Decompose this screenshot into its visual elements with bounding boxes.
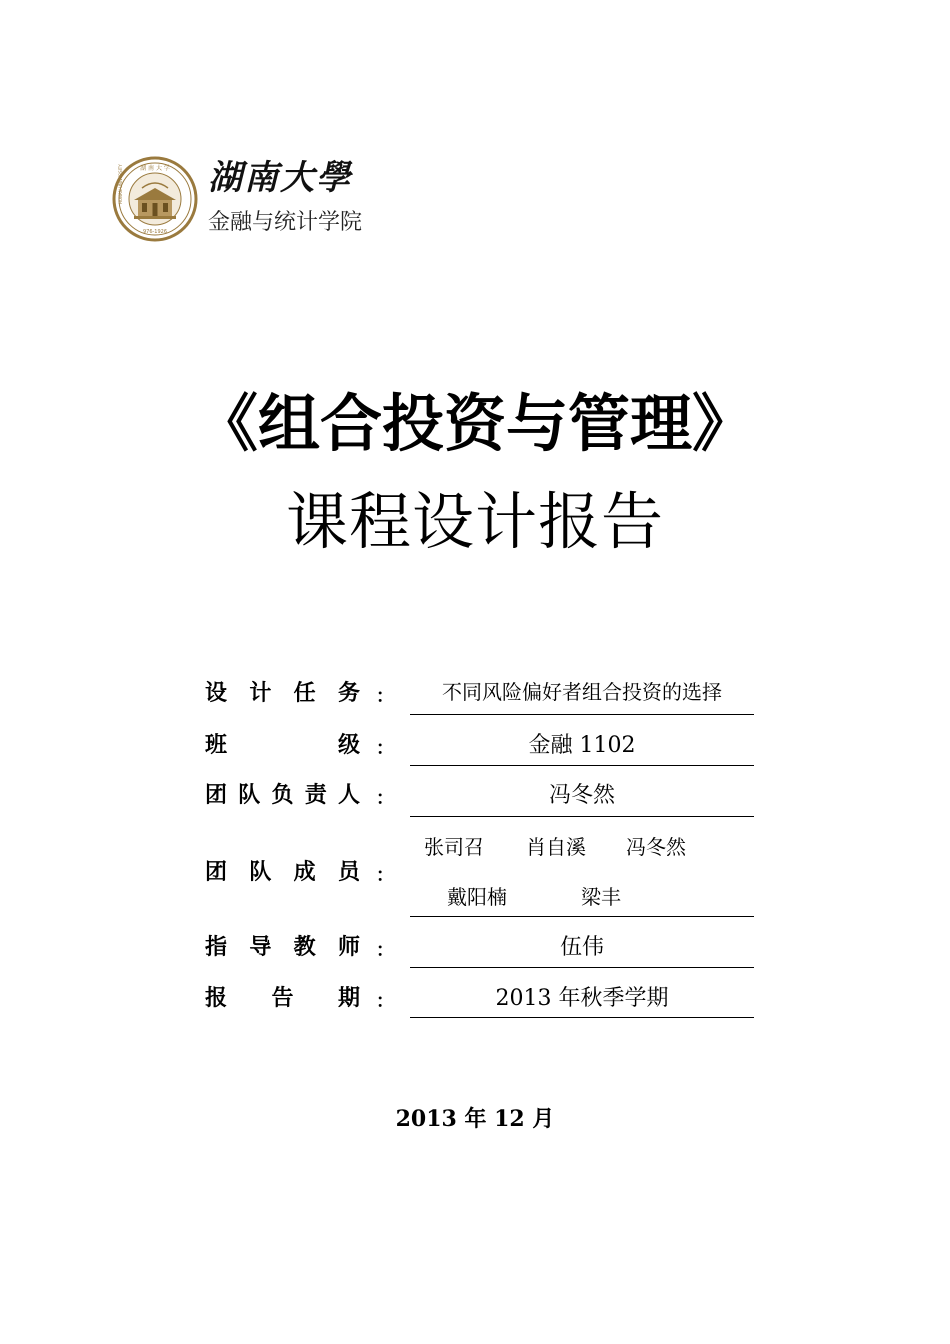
leader-underline: [410, 816, 754, 817]
seal-text-top: 湖 南 大 学: [140, 165, 170, 172]
member-name: 冯冬然: [626, 835, 686, 859]
advisor-label: 指 导 教 师: [205, 935, 360, 960]
period-underline: [410, 1017, 754, 1018]
members-label: 团 队 成 员: [205, 860, 360, 885]
seal-year: 976-1926: [142, 229, 168, 235]
leader-value: 冯冬然: [548, 783, 615, 808]
task-label: 设 计 任 务: [205, 681, 360, 706]
task-colon: ：: [376, 686, 394, 707]
period-value: 2013 年秋季学期: [495, 986, 669, 1011]
class-colon: ：: [376, 738, 394, 759]
member-name: 张司召: [424, 835, 484, 859]
task-value: 不同风险偏好者组合投资的选择: [442, 680, 722, 704]
advisor-colon: ：: [376, 940, 394, 961]
university-seal-logo: [112, 156, 198, 242]
class-underline: [410, 765, 754, 766]
school-name: 金融与统计学院: [208, 210, 363, 235]
member-name: 肖自溪: [526, 835, 586, 859]
report-date: 2013 年 12 月: [395, 1106, 555, 1132]
leader-colon: ：: [376, 788, 394, 809]
members-colon: ：: [376, 865, 394, 886]
report-title-course: 《组合投资与管理》: [195, 387, 754, 460]
class-label: 班 级: [205, 733, 360, 758]
period-label: 报 告 期: [205, 986, 360, 1011]
members-underline: [410, 916, 754, 917]
advisor-underline: [410, 967, 754, 968]
seal-text-bottom: HUNAN UNIVERSITY: [118, 164, 123, 204]
advisor-value: 伍伟: [559, 935, 604, 960]
member-name: 梁丰: [581, 885, 621, 909]
leader-label: 团 队 负 责 人: [205, 783, 360, 808]
period-colon: ：: [376, 991, 394, 1012]
task-underline: [410, 714, 754, 715]
member-name: 戴阳楠: [447, 885, 507, 909]
university-name: 湖南大學: [208, 158, 352, 198]
class-value: 金融 1102: [528, 733, 636, 758]
report-title-type: 课程设计报告: [285, 485, 664, 558]
